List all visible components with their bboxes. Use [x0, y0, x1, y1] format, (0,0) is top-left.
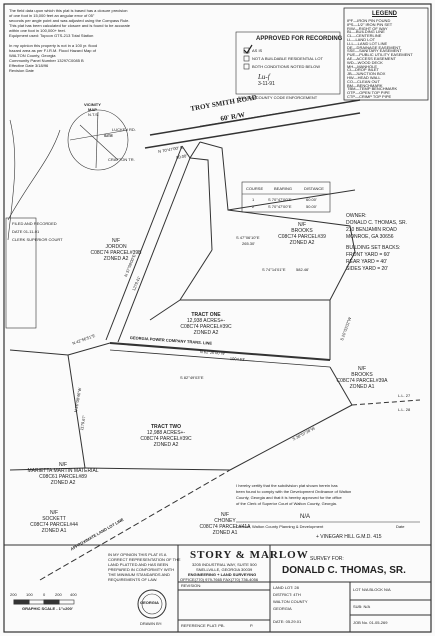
firm-address-2: SNELLVILLE, GEORGIA 30039 — [196, 567, 253, 572]
filed-date: DATE 01-11-01 — [12, 229, 40, 234]
bearing-lower-2: N 26°08'46"W — [73, 387, 83, 413]
legend-item: R/W—RIGHT OF WAY — [347, 25, 388, 31]
scale-tick-1: 100 — [26, 592, 33, 597]
flood-line-4: Community Panel Number 13297C0085 B — [9, 58, 84, 63]
bearing-top-1: S 47°06'10"E — [236, 235, 260, 240]
course-row-2-bearing: S 70°47'00"E — [268, 204, 292, 209]
scale-tick-2: 0 — [43, 592, 46, 597]
vicinity-road-1: LUCKEY RD. — [112, 127, 136, 132]
reference-page-label: P. — [250, 623, 254, 628]
subdivision: SUB: N/A — [353, 604, 371, 609]
road-name: TROY SMITH ROAD — [189, 93, 258, 113]
parcel-brooks-top: N/F BROOKS C08C74 PARCEL#39 ZONED A2 — [278, 222, 326, 246]
stamp-line-4: PREPARED IN CONFORMITY WITH — [108, 567, 175, 572]
bearing-right-2: S 38°07'26"W — [291, 425, 316, 442]
owner-name: DONALD C. THOMAS, SR. — [346, 220, 408, 226]
scale-label: GRAPHIC SCALE - 1"=200' — [22, 606, 73, 611]
bearing-right-1: S 20°03'02"W — [339, 316, 353, 342]
note-line-2: of one foot in 15,000 feet an angular error of 05" — [9, 13, 95, 18]
reference-plat-label: REFERENCE PLAT: PB. — [181, 623, 225, 628]
approval-signature: Lu-f — [258, 73, 270, 81]
certify-line-2: been found to comply with the Development Ordinance of Walton — [236, 489, 352, 494]
certify-line-3: County, Georgia and that it is hereby approved for the office — [236, 495, 342, 500]
setback-front: FRONT YARD = 60' — [346, 252, 391, 258]
bearing-top-1-distance: 265.30' — [242, 241, 255, 246]
legend-item: HW—HEAD WALL — [347, 74, 381, 80]
vicinity-title: VICINITY — [84, 102, 101, 107]
bearing-lower-1: S 82°49'03"E — [180, 375, 204, 380]
owner-address-2: MONROE, GA 30656 — [346, 234, 394, 240]
course-header-bearing: BEARING — [274, 186, 293, 191]
firm-name: STORY & MARLOW — [190, 549, 309, 561]
road-bearing: N 70°47'00" E — [157, 144, 184, 154]
bearing-left-1-distance: 1279.41' — [131, 275, 142, 292]
note-line-3: seconds per angle point and was adjusted using the Compass Rule. — [9, 18, 130, 23]
vicinity-site: SITE — [104, 133, 113, 138]
course-row-2-course: 2 — [252, 204, 255, 209]
setbacks-title: BUILDING SET BACKS: — [346, 245, 401, 251]
bearing-left-2: N 42°56'51"E — [71, 332, 96, 346]
drawn-by-label: DRAWN BY: — [140, 621, 163, 626]
legend-item: IPS—1/2" IRON PIN SET — [347, 21, 393, 27]
legend-item: JB—JUNCTION BOX — [347, 71, 386, 77]
bearing-mid-1: N 62°26'00"W — [199, 349, 225, 356]
parcel-choney: N/F CHONEY C08C74 PARCEL#41A ZONED A1 — [199, 512, 251, 536]
owner-address-1: 210 BENJAMIN ROAD — [346, 227, 397, 233]
scale-tick-0: 200 — [10, 592, 17, 597]
land-lot-line-label: APPROXIMATE LAND LOT LINE — [69, 516, 125, 552]
legend-item: BL—BUILDING LINE — [347, 29, 385, 35]
bearing-mid-1-distance: 1004.53' — [229, 356, 246, 363]
stamp-line-2: CORRECT REPRESENTATION OF THE — [108, 557, 181, 562]
legend-item: PUE—PUBLIC UTILITY EASEMENT — [347, 52, 413, 58]
county: WALTON COUNTY — [273, 599, 308, 604]
legend-item: BM—BENCHMARK — [347, 82, 383, 88]
stamp-line-1: IN MY OPINION THIS PLAT IS A — [108, 552, 167, 557]
approval-title: APPROVED FOR RECORDING — [256, 36, 343, 42]
bearing-lower-2-distance: 1179.67' — [79, 415, 87, 431]
vinegar-hill-label: + VINEGAR HILL G.M.D. 415 — [316, 534, 382, 540]
note-line-5: within one foot in 100,000+ feet. — [9, 28, 66, 33]
setback-sides: SIDES YARD = 20' — [346, 266, 389, 272]
road-distance: 80.00' — [175, 153, 188, 160]
survey-for-label: SURVEY FOR: — [310, 556, 344, 562]
note-line-4: This plat has been calculated for closure and is found to be accurate — [9, 23, 130, 28]
bearing-left-1: N 37°09'00"E — [123, 253, 137, 278]
approval-option-1: AS IS — [252, 48, 263, 53]
scale-tick-4: 400 — [70, 592, 77, 597]
legend-item: DE—DRAINAGE EASEMENT — [347, 44, 401, 50]
legend-item: CTP—CRIMP TOP PIPE — [347, 93, 392, 99]
legend-list — [347, 19, 427, 99]
filed-label: FILED AND RECORDED — [12, 221, 57, 226]
legend-item: CI—DROP INLET — [347, 67, 379, 73]
flood-line-5: Effective Date 3/18/96 — [9, 63, 49, 68]
course-row-2-distance: 50.00' — [306, 204, 317, 209]
owner-label: OWNER: — [346, 213, 367, 219]
filed-clerk: CLERK SUPERIOR COURT — [12, 237, 63, 242]
course-row-1-course: 1 — [252, 197, 255, 202]
certify-line-4: of the Clerk of Superior Court of Walton County, Georgia. — [236, 501, 337, 506]
course-header-distance: DISTANCE — [304, 186, 324, 191]
firm-address-1: 3205 INDUSTRIAL WAY, SUITE 500 — [192, 562, 257, 567]
parcel-marietta: N/F MARIETTA MARTIN MATERIAL C08C61 PARCEL#89 ZONED A2 — [27, 462, 99, 486]
legend-item: CO—CLEAN OUT — [347, 78, 380, 84]
certify-line-1: I hereby certify that the subdivision plat shown herein has — [236, 483, 338, 488]
course-header-course: COURSE — [246, 186, 264, 191]
approval-date: 3-11-91 — [258, 81, 275, 87]
district: DISTRICT: 4TH — [273, 592, 301, 597]
vicinity-road-2: CRAFTON TR. — [108, 157, 135, 162]
scale-tick-3: 200 — [55, 592, 62, 597]
vicinity-subtitle: MAP — [88, 107, 97, 112]
land-lot-27: L.L. 27 — [398, 393, 411, 398]
parcel-tract-two: TRACT TWO 12,988 ACRES+- C08C74 PARCEL#39C ZONED A2 — [140, 424, 192, 448]
legend-item: TBM—TEMP BENCHMARK — [347, 86, 398, 92]
client-name: DONALD C. THOMAS, SR. — [282, 565, 406, 576]
certify-date-label: Date — [396, 524, 405, 529]
seal-state: GEORGIA — [140, 600, 159, 605]
legend-item: CL—CENTERLINE — [347, 33, 382, 39]
firm-services: ENGINEERING + LAND SURVEYING — [188, 572, 257, 577]
legend-item: WD—WOOD DECK — [347, 59, 383, 65]
bearing-top-2: S 74°14'01"E — [262, 267, 286, 272]
vicinity-nts: N.T.S. — [88, 112, 99, 117]
legend-item: IPF—IRON PIN FOUND — [347, 18, 391, 23]
legend-item: MH—MANHOLE — [347, 63, 378, 69]
parcel-sockett: N/F SOCKETT C08C74 PARCEL#44 ZONED A1 — [30, 510, 78, 534]
note-line-6: Equipment used: Topcon GTS-213 Total Station — [9, 33, 94, 38]
bearing-top-2-distance: 582.46' — [296, 267, 309, 272]
parcel-jordon: N/F JORDON C08C74 PARCEL#39B ZONED A2 — [90, 238, 142, 262]
land-lot: LAND LOT: 28 — [273, 585, 299, 590]
legend-item: SSE—SANITARY EASEMENT — [347, 48, 402, 54]
approval-option-3: BOTH CONDITIONS NOTED BELOW — [252, 64, 321, 69]
approval-agency: WALTON COUNTY CODE ENFORCEMENT — [238, 95, 318, 100]
stamp-line-3: LAND PLATTED AND HAS BEEN — [108, 562, 169, 567]
stamp-line-5: THE MINIMUM STANDARDS AND — [108, 572, 170, 577]
stamp-line-6: REQUIREMENTS OF LAW. — [108, 577, 158, 582]
legend-item: AE—ACCESS EASEMENT — [347, 55, 396, 61]
survey-date: DATE: 05.29.01 — [273, 619, 302, 624]
land-lot-28: L.L. 28 — [398, 407, 411, 412]
course-row-1-bearing: S 70°47'00"E — [268, 197, 292, 202]
firm-phones: OFFICE(770) 979-7665 FAX(770) 736-4056 — [180, 577, 259, 582]
approval-option-2: NOT A BUILDABLE RESIDENTIAL LOT — [252, 56, 323, 61]
road-width: 60' R/W — [219, 110, 246, 123]
certify-signature-label: Director, Walton County Planning & Development — [236, 524, 324, 529]
lot-block: LOT N/A BLOCK N/A — [353, 587, 391, 592]
legend-title: LEGEND — [372, 11, 398, 17]
job-number: JOB No. 01-05-269 — [353, 620, 388, 625]
legend-item: LLL—LAND LOT LINE — [347, 40, 388, 46]
setback-rear: REAR YARD = 40' — [346, 259, 387, 265]
flood-line-2: hazard area as per F.I.R.M. Flood Hazard Map of — [9, 48, 96, 53]
georgia-power-label: GEORGIA POWER COMPANY TRANS. LINE — [129, 335, 213, 346]
flood-line-1: In my opinion this property is not in a 100 yr. flood — [9, 43, 98, 48]
flood-line-3: WALTON County, Georgia — [9, 53, 56, 58]
parcel-tract-one: TRACT ONE 12,938 ACRES+- C08C74 PARCEL#39C ZONED A2 — [180, 312, 232, 336]
legend-item: OTP—OPEN TOP PIPE — [347, 90, 390, 96]
certify-na: N/A — [300, 514, 311, 520]
parcel-brooks-right: N/F BROOKS C08C74 PARCEL#39A ZONED A1 — [336, 366, 388, 390]
state: GEORGIA — [273, 606, 292, 611]
revision-label: REVISION: — [181, 583, 202, 588]
flood-line-6: Revision Date — [9, 68, 34, 73]
legend-item: LL—LAND LOT — [347, 36, 376, 42]
note-line-1: The field data upon which this plat is based has a closure precision — [9, 8, 128, 13]
course-row-1-distance: 60.00' — [306, 197, 317, 202]
